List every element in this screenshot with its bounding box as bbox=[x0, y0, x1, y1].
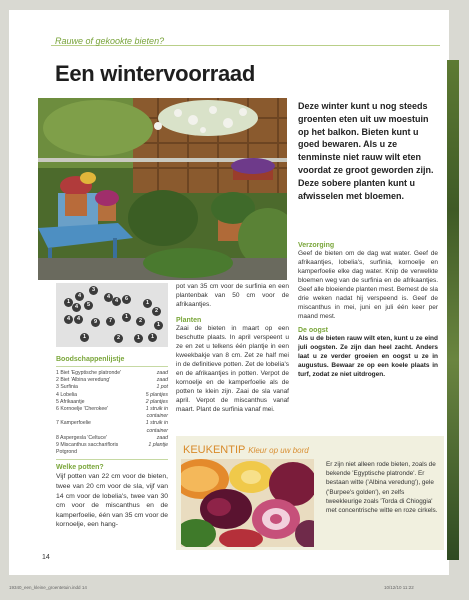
item-quantity: 1 pot bbox=[156, 384, 168, 391]
diagram-marker: 1 bbox=[148, 333, 157, 342]
list-item bbox=[56, 406, 168, 420]
list-item bbox=[56, 420, 168, 434]
list-item bbox=[56, 399, 168, 406]
planten-heading: Planten bbox=[176, 317, 202, 324]
oogst-heading: De oogst bbox=[298, 327, 328, 334]
item-name: 2 Biet 'Albina veredung' bbox=[56, 377, 111, 384]
item-quantity: zaad bbox=[156, 370, 168, 376]
middle-column bbox=[176, 282, 289, 414]
welke-potten-heading: Welke potten? bbox=[56, 464, 104, 472]
list-item bbox=[56, 392, 168, 399]
diagram-marker: 1 bbox=[154, 321, 163, 330]
list-item bbox=[56, 442, 168, 456]
oogst-text: Als u de bieten rauw wilt eten, kunt u ze eind juli oogsten. Ze zijn dan heel zacht. Anders laat u ze verder groeien en oogst u ze in augustus. Bewaar ze op een koele plaats in turf, zodat ze niet uitdrogen. bbox=[298, 335, 438, 378]
item-quantity: 1 plantje bbox=[148, 442, 168, 449]
diagram-marker: 4 bbox=[64, 315, 73, 324]
page-title: Een wintervoorraad bbox=[55, 61, 255, 86]
diagram-marker: 4 bbox=[75, 292, 84, 301]
diagram-marker: 4 bbox=[74, 315, 83, 324]
diagram-marker: 3 bbox=[89, 286, 98, 295]
item-name: 1 Biet 'Egyptische platronde' bbox=[56, 370, 122, 376]
diagram-marker: 2 bbox=[136, 317, 145, 326]
item-name: 4 Lobelia bbox=[56, 391, 78, 398]
verzorging-text: Geef de bieten om de dag wat water. Geef de afrikaantjes, lobelia's, surfinia, kornoelje en kamperfoelie elke dag water. Knip de verwelkte bloemen weg van de surfinia en de afrikaantjes. Geef alle bloeiende planten mest. Bemest de sla drie weken nadat hij verspeend is. Geef de miscanthus in mei, juni en juli één keer per maand mest. bbox=[298, 250, 438, 320]
item-quantity: 2 plantjes bbox=[145, 398, 168, 405]
item-quantity: 1 struik in container bbox=[145, 420, 168, 434]
planting-diagram bbox=[56, 283, 168, 347]
diagram-marker: 5 bbox=[84, 301, 93, 310]
item-name: 3 Surfinia bbox=[56, 384, 78, 391]
keukentip-subtitle: Kleur op uw bord bbox=[248, 446, 309, 455]
diagram-marker: 1 bbox=[122, 313, 131, 322]
diagram-marker: 4 bbox=[72, 303, 81, 312]
list-item bbox=[56, 384, 168, 391]
keukentip-title bbox=[183, 444, 309, 456]
item-name: 9 Miscanthus saccharifloris Potgrond bbox=[56, 442, 119, 456]
print-date: 10/12/10 11:22 bbox=[384, 585, 414, 590]
right-column bbox=[298, 242, 438, 379]
verzorging-heading: Verzorging bbox=[298, 242, 335, 249]
keukentip-label: KEUKENTIP bbox=[183, 444, 246, 456]
shopping-list bbox=[56, 356, 168, 530]
pots-continued-text: pot van 35 cm voor de surfinia en een plantenbak van 50 cm voor de afrikaantjes. bbox=[176, 283, 289, 308]
print-slug: 19340_een_kleine_groentetuin.indd 14 bbox=[9, 585, 87, 590]
divider bbox=[56, 459, 168, 460]
item-name: 7 Kamperfoelie bbox=[56, 420, 91, 427]
item-name: 5 Afrikaantje bbox=[56, 398, 85, 405]
diagram-marker: 6 bbox=[122, 295, 131, 304]
diagram-marker: 2 bbox=[114, 334, 123, 343]
balcony-garden-photo bbox=[38, 98, 287, 280]
diagram-marker: 7 bbox=[106, 317, 115, 326]
planten-text: Zaai de bieten in maart op een beschutte plaats. In april verspeent u ze en zet u telkens één plantje in een kweekbakje van 8 cm. Zet ze half mei in de definitieve potten. Zet de lobelia's en de afrikaantjes in potten. Verpot de kornoelje en de kamperfoelie als de potten te klein zijn. Zaai de sla vanaf april. Verpot de miscanthus vanaf maart. Plant de surfinia vanaf mei. bbox=[176, 325, 289, 413]
keukentip-text: Er zijn niet alleen rode bieten, zoals de bekende 'Egyptische platronde'. Er bestaan witte ('Albina veredung'), gele ('Burpee's golden'), en zelfs tweekleurige zoals 'Torda di Chioggia' met concentrische witte en roze cirkels. bbox=[326, 461, 438, 515]
list-item bbox=[56, 435, 168, 442]
diagram-marker: 4 bbox=[104, 293, 113, 302]
item-quantity: zaad bbox=[156, 377, 168, 384]
item-quantity: 5 plantjes bbox=[145, 391, 168, 398]
diagram-marker: 1 bbox=[80, 333, 89, 342]
diagram-marker: 1 bbox=[134, 334, 143, 343]
diagram-marker: 1 bbox=[143, 299, 152, 308]
diagram-marker: 4 bbox=[112, 297, 121, 306]
right-edge-photo-strip bbox=[447, 60, 459, 560]
divider bbox=[56, 366, 168, 367]
item-name: 8 Aspergesla 'Celtuce' bbox=[56, 434, 108, 441]
item-name: 6 Kornoelje 'Cherokee' bbox=[56, 406, 109, 413]
item-quantity: zaad bbox=[156, 434, 168, 441]
item-quantity: 1 struik in container bbox=[145, 406, 168, 420]
kicker: Rauwe of gekookte bieten? bbox=[55, 36, 165, 46]
shopping-list-heading: Boodschappenlijstje bbox=[56, 356, 125, 363]
diagram-marker: 9 bbox=[91, 318, 100, 327]
diagram-marker: 1 bbox=[64, 298, 73, 307]
beetroot-photo bbox=[181, 459, 314, 547]
diagram-marker: 2 bbox=[152, 307, 161, 316]
welke-potten-text: Vijf potten van 22 cm voor de bieten, twee van 20 cm voor de sla, vijf van 14 cm voor de lobelia's, twee van 30 cm voor de miscanthus en de kamperfoelie, één van 35 cm voor de kornoelje, een hang- bbox=[56, 473, 168, 529]
page-number: 14 bbox=[42, 554, 50, 561]
list-item bbox=[56, 377, 168, 384]
intro-text: Deze winter kunt u nog steeds groenten eten uit uw moestuin op het balkon. Bieten kunt u goed bewaren. Als u ze tenminste niet rauw wilt eten voordat ze groot geworden zijn. Deze sobere planten kunt u afwisselen met bloemen. bbox=[298, 101, 434, 201]
list-item bbox=[56, 370, 168, 377]
